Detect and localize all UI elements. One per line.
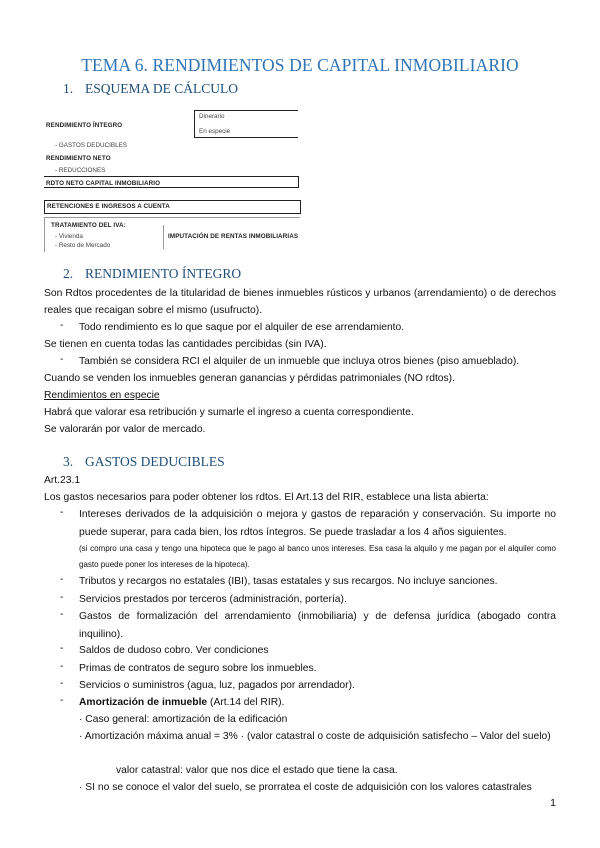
s3-amort-valor-catastral: valor catastral: valor que nos dice el estado que tiene la casa.	[116, 765, 398, 776]
section-3-title: GASTOS DEDUCIBLES	[85, 454, 225, 469]
section-3-number: 3.	[63, 454, 74, 469]
schema-dinerario: Dinerario	[199, 113, 225, 120]
schema-divider	[44, 176, 299, 177]
dash-bullet: -	[60, 661, 64, 672]
section-1-heading	[63, 81, 238, 97]
dash-bullet: -	[60, 609, 64, 620]
s2-paragraph-2: Se tienen en cuenta todas las cantidades percibidas (sin IVA).	[44, 339, 327, 350]
s3-item-tributos: Tributos y recargos no estatales (IBI), tasas estatales y sus recargos. No incluye sanciones.	[79, 576, 498, 587]
schema-en-especie: En especie	[199, 128, 231, 135]
s3-item-formalizacion: Gastos de formalización del arrendamiento (inmobiliaria) y de defensa jurídica (abogado contra inquilino).	[79, 611, 556, 640]
s3-item-servicios-terceros: Servicios prestados por terceros (administración, portería).	[79, 594, 347, 605]
s3-item-intereses-note: (si compro una casa y tengo una hipoteca que le pago al banco unos intereses. Esa casa la alquilo y me pagan por el alquiler como gasto puede poner los intereses de la hipoteca).	[79, 544, 556, 569]
amortizacion-ref: (Art.14 del RIR).	[207, 697, 285, 708]
s3-item-saldos: Saldos de dudoso cobro. Ver condiciones	[79, 645, 269, 656]
s3-article: Art.23.1	[44, 475, 81, 486]
s2-paragraph-1: Son Rdtos procedentes de la titularidad de bienes inmuebles rústicos y urbanos (arrendamiento) o de derechos reales que recaigan sobre el mismo (usufructo).	[44, 288, 556, 316]
s2-paragraph-5: Se valorarán por valor de mercado.	[44, 424, 206, 435]
schema-bracket-top	[194, 110, 298, 111]
section-1-number: 1.	[63, 81, 74, 96]
schema-bracket-line	[194, 110, 195, 138]
section-2-title: RENDIMIENTO ÍNTEGRO	[85, 266, 242, 281]
dash-bullet: -	[60, 695, 64, 706]
s2-paragraph-3: Cuando se venden los inmuebles generan ganancias y pérdidas patrimoniales (NO rdtos).	[44, 373, 455, 384]
section-2-heading	[63, 266, 241, 282]
schema-rdto-neto: RDTO NETO CAPITAL INMOBILIARIO	[46, 180, 161, 187]
section-2-number: 2.	[63, 266, 74, 281]
s3-amort-prorrateo: · SI no se conoce el valor del suelo, se prorratea el coste de adquisición con los valores catastrales	[79, 782, 532, 793]
dash-bullet: -	[60, 678, 64, 689]
s3-intro: Los gastos necesarios para poder obtener los rdtos. El Art.13 del RIR, establece una lista abierta:	[44, 492, 489, 503]
schema-rendimiento-integro: RENDIMIENTO ÍNTEGRO	[46, 122, 123, 129]
schema-gastos-deducibles: - GASTOS DEDUCIBLES	[55, 142, 127, 149]
schema-iva-divider	[163, 225, 164, 249]
page-number: 1	[550, 797, 556, 809]
dash-bullet: -	[60, 354, 64, 365]
document-title: TEMA 6. RENDIMIENTOS DE CAPITAL INMOBILIARIO	[81, 55, 519, 75]
schema-rdto-bottom	[44, 187, 299, 188]
s3-item-intereses: Intereses derivados de la adquisición o mejora y gastos de reparación y conservación. Su importe no puede superar, para cada bien, los rdtos íntegros. Se puede trasladar a los 4 años siguientes.	[79, 509, 556, 538]
schema-reducciones: - REDUCCIONES	[55, 167, 106, 174]
s3-item-amortizacion	[79, 694, 556, 712]
dash-bullet: -	[60, 507, 64, 518]
schema-iva: TRATAMIENTO DEL IVA:	[51, 222, 126, 229]
dash-bullet: -	[60, 320, 64, 331]
schema-bracket-bottom	[194, 137, 298, 138]
dash-bullet: -	[60, 574, 64, 585]
s2-bullet-2: También se considera RCI el alquiler de un inmueble que incluya otros bienes (piso amueblado).	[79, 356, 520, 367]
section-1-title: ESQUEMA DE CÁLCULO	[85, 81, 239, 96]
s2-bullet-1: Todo rendimiento es lo que saque por el alquiler de ese arrendamiento.	[79, 322, 405, 333]
s3-item-primas: Primas de contratos de seguro sobre los inmuebles.	[79, 663, 317, 674]
amortizacion-label: Amortización de inmueble	[79, 697, 208, 708]
schema-rendimiento-neto: RENDIMIENTO NETO	[46, 155, 111, 162]
schema-imputacion: IMPUTACIÓN DE RENTAS INMOBILIARIAS	[168, 233, 299, 240]
section-3-heading	[63, 454, 225, 470]
schema-rdto-right	[298, 176, 299, 187]
schema-iva-vivienda: - Vivienda	[55, 233, 83, 240]
s3-item-suministros: Servicios o suministros (agua, luz, pagados por arrendador).	[79, 680, 355, 691]
s3-amort-maxima: · Amortización máxima anual = 3% · (valor catastral o coste de adquisición satisfecho – Valor del suelo)	[79, 731, 551, 742]
schema-retenciones: RETENCIONES E INGRESOS A CUENTA	[47, 203, 170, 210]
s2-paragraph-4: Habrá que valorar esa retribución y sumarle el ingreso a cuenta correspondiente.	[44, 407, 414, 418]
dash-bullet: -	[60, 592, 64, 603]
s2-subheading-especie: Rendimientos en especie	[44, 390, 160, 401]
s3-amort-general: · Caso general: amortización de la edificación	[79, 714, 288, 725]
schema-iva-resto: - Resto de Mercado	[55, 242, 111, 249]
dash-bullet: -	[60, 643, 64, 654]
